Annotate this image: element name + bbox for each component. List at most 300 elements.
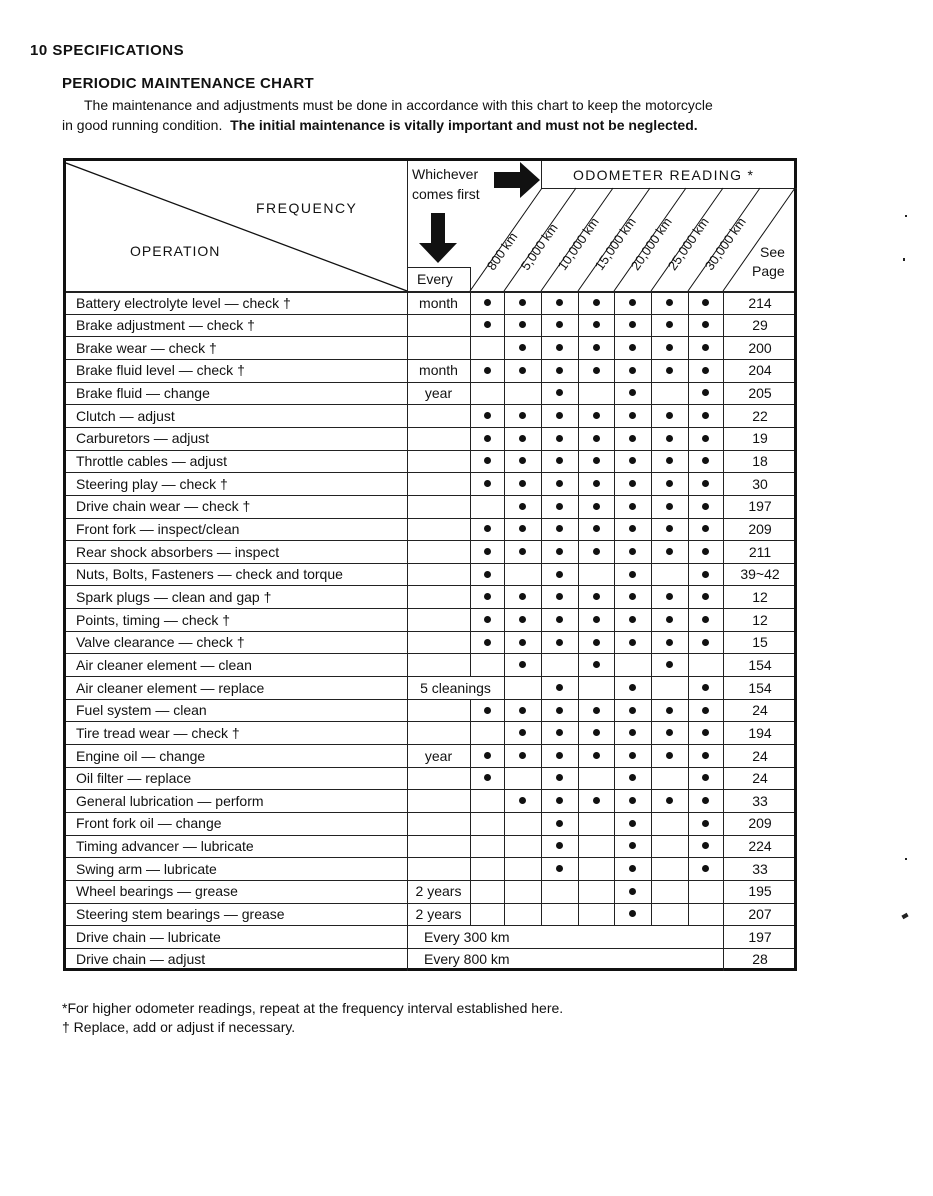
column-divider <box>688 857 689 880</box>
column-divider <box>651 336 652 359</box>
column-divider <box>578 903 579 926</box>
column-divider <box>688 608 689 631</box>
column-divider <box>504 880 505 903</box>
operation-cell: Front fork — inspect/clean <box>76 521 240 537</box>
footnotes <box>62 999 563 1037</box>
column-divider <box>504 359 505 382</box>
column-divider <box>470 835 471 858</box>
column-divider <box>578 812 579 835</box>
operation-cell: Drive chain — adjust <box>76 951 206 968</box>
page-cell: 33 <box>752 860 768 877</box>
operation-cell: Spark plugs — clean and gap † <box>76 588 272 605</box>
column-divider <box>470 404 471 427</box>
maintenance-dot <box>593 480 600 487</box>
column-divider <box>578 404 579 427</box>
column-divider <box>407 653 408 676</box>
scan-mark <box>905 858 907 860</box>
maintenance-dot <box>666 639 673 646</box>
column-divider <box>470 314 471 337</box>
table-row <box>66 404 794 427</box>
column-divider <box>614 721 615 744</box>
maintenance-dot <box>629 503 636 510</box>
column-divider <box>651 789 652 812</box>
column-divider <box>470 812 471 835</box>
page-cell: 209 <box>748 521 772 537</box>
maintenance-dot <box>629 865 636 872</box>
column-divider <box>407 631 408 654</box>
column-divider <box>688 427 689 450</box>
column-divider <box>407 450 408 473</box>
intro-line-1: The maintenance and adjustments must be done in accordance with this chart to keep the motorcycle <box>84 97 713 113</box>
column-divider <box>504 314 505 337</box>
column-divider <box>614 314 615 337</box>
operation-cell: Clutch — adjust <box>76 407 175 424</box>
maintenance-dot <box>593 548 600 555</box>
page-cell: 154 <box>748 679 772 696</box>
every-cell: year <box>424 385 453 402</box>
maintenance-dot <box>629 684 636 691</box>
maintenance-dot <box>519 435 526 442</box>
page-cell: 214 <box>748 294 772 311</box>
column-divider <box>541 404 542 427</box>
odometer-column-1: 5,000 km <box>517 220 561 273</box>
operation-cell: Oil filter — replace <box>76 770 192 787</box>
column-divider <box>688 835 689 858</box>
page-cell: 194 <box>748 724 772 741</box>
column-divider <box>578 789 579 812</box>
see-page-label-2: Page <box>752 263 785 279</box>
column-divider <box>504 495 505 518</box>
intro-line-2-plain: in good running condition. <box>62 117 223 133</box>
column-divider <box>688 404 689 427</box>
column-divider <box>407 336 408 359</box>
column-divider <box>578 835 579 858</box>
maintenance-dot <box>484 639 491 646</box>
maintenance-dot <box>593 435 600 442</box>
column-divider <box>651 653 652 676</box>
scan-mark <box>903 258 905 261</box>
odometer-column-6: 30,000 km <box>701 214 749 273</box>
footnote-asterisk: *For higher odometer readings, repeat at the frequency interval established here. <box>62 1000 564 1016</box>
column-divider <box>541 518 542 541</box>
section-header: 10 SPECIFICATIONS <box>30 42 185 59</box>
column-divider <box>470 631 471 654</box>
column-divider <box>407 404 408 427</box>
maintenance-dot <box>629 435 636 442</box>
page-cell: 12 <box>752 611 768 628</box>
page-cell: 12 <box>752 588 768 605</box>
column-divider <box>470 382 471 405</box>
maintenance-dot <box>629 639 636 646</box>
column-divider <box>651 472 652 495</box>
page-cell: 19 <box>752 430 768 447</box>
page-cell: 33 <box>752 792 768 809</box>
column-divider <box>407 812 408 835</box>
column-divider <box>470 903 471 926</box>
scan-mark <box>905 215 907 217</box>
column-divider <box>614 382 615 405</box>
maintenance-dot <box>702 752 709 759</box>
maintenance-dot <box>556 503 563 510</box>
column-divider <box>688 450 689 473</box>
maintenance-dot <box>593 299 600 306</box>
column-divider <box>504 291 505 314</box>
column-divider <box>541 744 542 767</box>
operation-cell: Battery electrolyte level — check † <box>76 294 291 311</box>
column-divider <box>504 676 505 699</box>
maintenance-dot <box>666 367 673 374</box>
operation-cell: General lubrication — perform <box>76 792 264 809</box>
maintenance-dot <box>702 480 709 487</box>
every-cell: month <box>419 294 458 311</box>
page-cell: 200 <box>748 339 772 356</box>
column-divider <box>504 608 505 631</box>
operation-cell: Fuel system — clean <box>76 702 207 719</box>
column-divider <box>651 585 652 608</box>
operation-cell: Steering play — check † <box>76 475 228 492</box>
maintenance-dot <box>484 412 491 419</box>
column-divider <box>578 744 579 767</box>
maintenance-dot <box>629 367 636 374</box>
maintenance-dot <box>519 480 526 487</box>
column-divider <box>614 744 615 767</box>
column-divider <box>407 835 408 858</box>
column-divider <box>688 291 689 314</box>
operation-cell: Brake fluid — change <box>76 385 210 402</box>
maintenance-dot <box>519 503 526 510</box>
maintenance-dot <box>556 367 563 374</box>
column-divider <box>470 585 471 608</box>
column-divider <box>541 585 542 608</box>
maintenance-dot <box>556 820 563 827</box>
maintenance-dot <box>556 299 563 306</box>
maintenance-dot <box>593 616 600 623</box>
maintenance-dot <box>593 729 600 736</box>
column-divider <box>407 857 408 880</box>
column-divider <box>470 744 471 767</box>
intro-paragraph <box>62 95 812 135</box>
column-divider <box>578 767 579 790</box>
intro-line-2-bold: The initial maintenance is vitally important and must not be neglected. <box>230 117 698 133</box>
column-divider <box>578 631 579 654</box>
column-divider <box>541 835 542 858</box>
every-label: Every <box>417 271 453 287</box>
operation-cell: Engine oil — change <box>76 747 206 764</box>
column-divider <box>504 631 505 654</box>
maintenance-dot <box>484 480 491 487</box>
operation-cell: Valve clearance — check † <box>76 634 245 651</box>
column-divider <box>541 450 542 473</box>
column-divider <box>504 767 505 790</box>
maintenance-dot <box>593 344 600 351</box>
operation-cell: Brake adjustment — check † <box>76 317 255 334</box>
column-divider <box>541 767 542 790</box>
maintenance-dot <box>629 299 636 306</box>
maintenance-dot <box>593 639 600 646</box>
page-cell: 39~42 <box>740 566 780 583</box>
whichever-label-2: comes first <box>412 186 480 202</box>
page-cell: 205 <box>748 385 772 402</box>
maintenance-dot <box>484 299 491 306</box>
column-divider <box>470 721 471 744</box>
column-divider <box>651 495 652 518</box>
chart-title: PERIODIC MAINTENANCE CHART <box>62 75 314 92</box>
page-cell: 30 <box>752 475 768 492</box>
maintenance-dot <box>666 412 673 419</box>
column-divider <box>578 699 579 722</box>
column-divider <box>614 812 615 835</box>
column-divider <box>407 563 408 586</box>
operation-cell: Drive chain wear — check † <box>76 498 251 515</box>
column-divider <box>688 540 689 563</box>
column-divider <box>541 721 542 744</box>
operation-cell: Wheel bearings — grease <box>76 883 238 900</box>
column-divider <box>470 291 471 314</box>
column-divider <box>614 518 615 541</box>
column-divider <box>470 495 471 518</box>
page-cell: 204 <box>748 362 772 379</box>
column-divider <box>578 336 579 359</box>
maintenance-dot <box>556 865 563 872</box>
column-divider <box>407 699 408 722</box>
column-divider <box>651 903 652 926</box>
column-divider <box>470 608 471 631</box>
column-divider <box>578 450 579 473</box>
column-divider <box>470 359 471 382</box>
column-divider <box>578 314 579 337</box>
column-divider <box>407 540 408 563</box>
maintenance-dot <box>519 548 526 555</box>
column-divider <box>688 359 689 382</box>
column-divider <box>470 789 471 812</box>
column-divider <box>504 382 505 405</box>
maintenance-dot <box>556 707 563 714</box>
maintenance-dot <box>519 412 526 419</box>
maintenance-dot <box>629 888 636 895</box>
operation-cell: Front fork oil — change <box>76 815 222 832</box>
every-cell: year <box>424 747 453 764</box>
maintenance-dot <box>593 503 600 510</box>
operation-cell: Points, timing — check † <box>76 611 231 628</box>
column-divider <box>688 472 689 495</box>
column-divider <box>407 948 408 971</box>
column-divider <box>651 382 652 405</box>
column-divider <box>470 563 471 586</box>
column-divider <box>541 631 542 654</box>
maintenance-dot <box>519 707 526 714</box>
column-divider <box>651 359 652 382</box>
column-divider <box>651 880 652 903</box>
column-divider <box>614 676 615 699</box>
column-divider <box>688 495 689 518</box>
maintenance-dot <box>666 616 673 623</box>
maintenance-dot <box>702 548 709 555</box>
column-divider <box>614 472 615 495</box>
operation-cell: Swing arm — lubricate <box>76 860 217 877</box>
operation-cell: Carburetors — adjust <box>76 430 210 447</box>
column-divider <box>578 653 579 676</box>
column-divider <box>578 518 579 541</box>
column-divider <box>504 721 505 744</box>
column-divider <box>688 336 689 359</box>
odometer-column-5: 25,000 km <box>664 214 712 273</box>
column-divider <box>541 653 542 676</box>
column-divider <box>651 563 652 586</box>
operation-cell: Throttle cables — adjust <box>76 453 227 470</box>
column-divider <box>407 518 408 541</box>
column-divider <box>541 427 542 450</box>
column-divider <box>651 518 652 541</box>
column-divider <box>541 314 542 337</box>
column-divider <box>688 314 689 337</box>
maintenance-dot <box>556 435 563 442</box>
maintenance-dot <box>484 752 491 759</box>
column-divider <box>614 903 615 926</box>
operation-cell: Rear shock absorbers — inspect <box>76 543 280 560</box>
page-cell: 211 <box>748 543 772 560</box>
operation-cell: Steering stem bearings — grease <box>76 906 285 923</box>
column-divider <box>614 359 615 382</box>
column-divider <box>504 653 505 676</box>
column-divider <box>614 540 615 563</box>
column-divider <box>504 540 505 563</box>
maintenance-dot <box>666 480 673 487</box>
column-divider <box>504 835 505 858</box>
page-cell: 197 <box>748 498 772 515</box>
column-divider <box>407 608 408 631</box>
maintenance-table <box>63 158 797 971</box>
maintenance-dot <box>702 707 709 714</box>
column-divider <box>614 631 615 654</box>
column-divider <box>470 540 471 563</box>
column-divider <box>504 699 505 722</box>
column-divider <box>578 382 579 405</box>
column-divider <box>651 744 652 767</box>
page-cell: 154 <box>748 656 772 673</box>
column-divider <box>614 608 615 631</box>
maintenance-dot <box>593 797 600 804</box>
column-divider <box>651 314 652 337</box>
column-divider <box>578 427 579 450</box>
column-divider <box>470 518 471 541</box>
column-divider <box>651 721 652 744</box>
maintenance-dot <box>666 503 673 510</box>
column-divider <box>578 676 579 699</box>
column-divider <box>651 676 652 699</box>
maintenance-dot <box>702 412 709 419</box>
operation-cell: Air cleaner element — replace <box>76 679 265 696</box>
maintenance-dot <box>629 571 636 578</box>
column-divider <box>688 699 689 722</box>
page-cell: 29 <box>752 317 768 334</box>
maintenance-dot <box>629 752 636 759</box>
every-cell: 2 years <box>415 883 462 900</box>
column-divider <box>407 495 408 518</box>
every-cell: 5 cleanings <box>420 679 491 696</box>
column-divider <box>504 585 505 608</box>
maintenance-dot <box>484 571 491 578</box>
operation-cell: Brake wear — check † <box>76 339 217 356</box>
column-divider <box>470 427 471 450</box>
scan-mark <box>901 913 908 919</box>
maintenance-dot <box>629 707 636 714</box>
column-divider <box>504 744 505 767</box>
maintenance-dot <box>556 548 563 555</box>
maintenance-dot <box>484 616 491 623</box>
maintenance-dot <box>629 412 636 419</box>
column-divider <box>504 857 505 880</box>
row-divider <box>66 404 794 405</box>
maintenance-dot <box>519 299 526 306</box>
column-divider <box>651 291 652 314</box>
maintenance-dot <box>593 457 600 464</box>
whichever-label-1: Whichever <box>412 166 479 182</box>
operation-cell: Air cleaner element — clean <box>76 656 252 673</box>
page-cell: 209 <box>748 815 772 832</box>
column-divider <box>541 812 542 835</box>
column-divider <box>407 789 408 812</box>
column-divider <box>541 880 542 903</box>
maintenance-dot <box>593 752 600 759</box>
maintenance-dot <box>556 684 563 691</box>
operation-cell: Brake fluid level — check † <box>76 362 245 379</box>
column-divider <box>651 857 652 880</box>
maintenance-dot <box>484 707 491 714</box>
interval-span-cell: Every 800 km <box>424 951 510 968</box>
maintenance-dot <box>519 639 526 646</box>
maintenance-dot <box>484 457 491 464</box>
maintenance-dot <box>484 525 491 532</box>
column-divider <box>651 812 652 835</box>
column-divider <box>541 472 542 495</box>
column-divider <box>651 767 652 790</box>
column-divider <box>614 563 615 586</box>
column-divider <box>504 518 505 541</box>
maintenance-dot <box>484 367 491 374</box>
column-divider <box>688 721 689 744</box>
column-divider <box>470 653 471 676</box>
maintenance-dot <box>702 367 709 374</box>
maintenance-dot <box>629 480 636 487</box>
interval-span-cell: Every 300 km <box>424 928 510 945</box>
column-divider <box>614 880 615 903</box>
maintenance-dot <box>556 639 563 646</box>
column-divider <box>688 631 689 654</box>
column-divider <box>688 744 689 767</box>
column-divider <box>407 721 408 744</box>
column-divider <box>541 857 542 880</box>
column-divider <box>614 427 615 450</box>
column-divider <box>407 925 408 948</box>
column-divider <box>614 450 615 473</box>
column-divider <box>470 767 471 790</box>
column-divider <box>541 699 542 722</box>
maintenance-dot <box>593 593 600 600</box>
column-divider <box>688 789 689 812</box>
column-divider <box>504 812 505 835</box>
column-divider <box>541 291 542 314</box>
operation-cell: Nuts, Bolts, Fasteners — check and torque <box>76 566 343 583</box>
maintenance-dot <box>666 548 673 555</box>
maintenance-dot <box>702 820 709 827</box>
column-divider <box>541 382 542 405</box>
column-divider <box>614 699 615 722</box>
maintenance-dot <box>593 412 600 419</box>
column-divider <box>578 540 579 563</box>
column-divider <box>541 789 542 812</box>
column-divider <box>651 404 652 427</box>
maintenance-dot <box>484 593 491 600</box>
